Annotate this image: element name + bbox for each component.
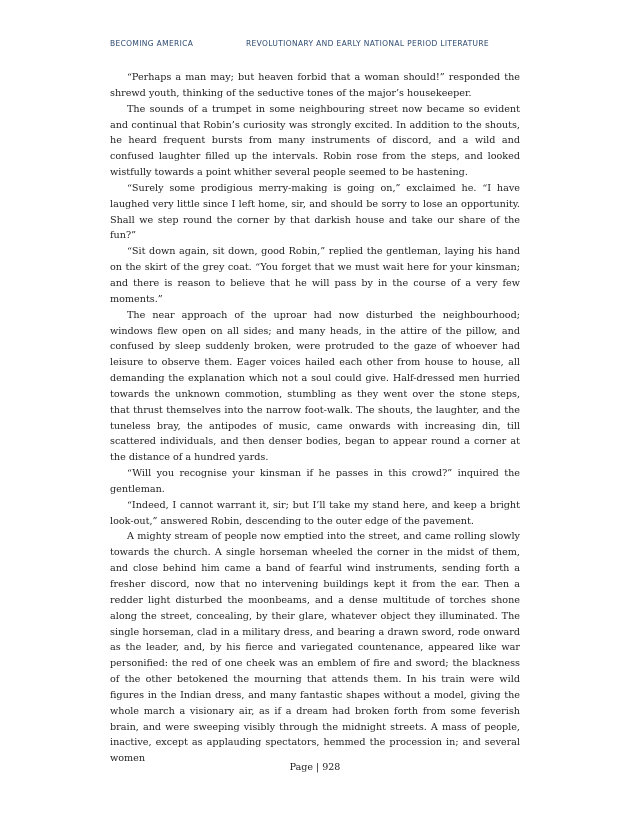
paragraph: The sounds of a trumpet in some neighbouring street now became so evident and continual that Robin’s curiosity was strongly excited. In addition to the shouts, he heard frequent bursts from many instruments of discord, and a wild and confused laughter filled up the intervals. Robin rose from the steps, and looked wistfully towards a point whither several people seemed to be hastening.: [110, 103, 520, 179]
header-book-title: BECOMING AMERICA: [110, 39, 194, 48]
paragraph: “Sit down again, sit down, good Robin,” replied the gentleman, laying his hand on the skirt of the grey coat. “You forget that we must wait here for your kinsman; and there is reason to believe that he will pass by in the course of a very few moments.”: [110, 246, 520, 305]
running-header: [110, 39, 522, 53]
page-number: Page | 928: [289, 762, 341, 773]
paragraph: “Will you recognise your kinsman if he passes in this crowd?” inquired the gentleman.: [110, 468, 520, 495]
body-text: [110, 70, 520, 767]
paragraph: A mighty stream of people now emptied into the street, and came rolling slowly towards the church. A single horseman wheeled the corner in the midst of them, and close behind him came a band of fearful wind instruments, sending forth a fresher discord, now that no intervening buildings kept it from the ear. Then a redder light disturbed the moonbeams, and a dense multitude of torches shone along the street, concealing, by their glare, whatever object they illuminated. The single horseman, clad in a military dress, and bearing a drawn sword, rode onward as the leader, and, by his fierce and variegated countenance, appeared like war personified: the red of one cheek was an emblem of fire and sword; the blackness of the other betokened the mourning that attends them. In his train were wild figures in the Indian dress, and many fantastic shapes without a model, giving the whole march a visionary air, as if a dream had broken forth from some feverish brain, and were sweeping visibly through the midnight streets. A mass of people, inactive, except as applauding spectators, hemmed the procession in; and several women: [110, 531, 520, 765]
paragraph: “Surely some prodigious merry-making is going on,” exclaimed he. “I have laughed very little since I left home, sir, and should be sorry to lose an opportunity. Shall we step round the corner by that darkish house and take our share of the fun?”: [110, 182, 520, 242]
header-section-title: REVOLUTIONARY AND EARLY NATIONAL PERIOD LITERATURE: [246, 39, 490, 48]
paragraph: “Indeed, I cannot warrant it, sir; but I’ll take my stand here, and keep a bright look-out,” answered Robin, descending to the outer edge of the pavement.: [110, 499, 520, 527]
paragraph: “Perhaps a man may; but heaven forbid that a woman should!” responded the shrewd youth, thinking of the seductive tones of the major’s housekeeper.: [110, 72, 520, 99]
paragraph: The near approach of the uproar had now disturbed the neighbourhood; windows flew open on all sides; and many heads, in the attire of the pillow, and confused by sleep suddenly broken, were protruded to the gaze of whoever had leisure to observe them. Eager voices hailed each other from house to house, all demanding the explanation which not a soul could give. Half-dressed men hurried towards the unknown commotion, stumbling as they went over the stone steps, that thrust themselves into the narrow foot-walk. The shouts, the laughter, and the tuneless bray, the antipodes of music, came onwards with increasing din, till scattered individuals, and then denser bodies, began to appear round a corner at the distance of a hundred yards.: [110, 309, 520, 464]
